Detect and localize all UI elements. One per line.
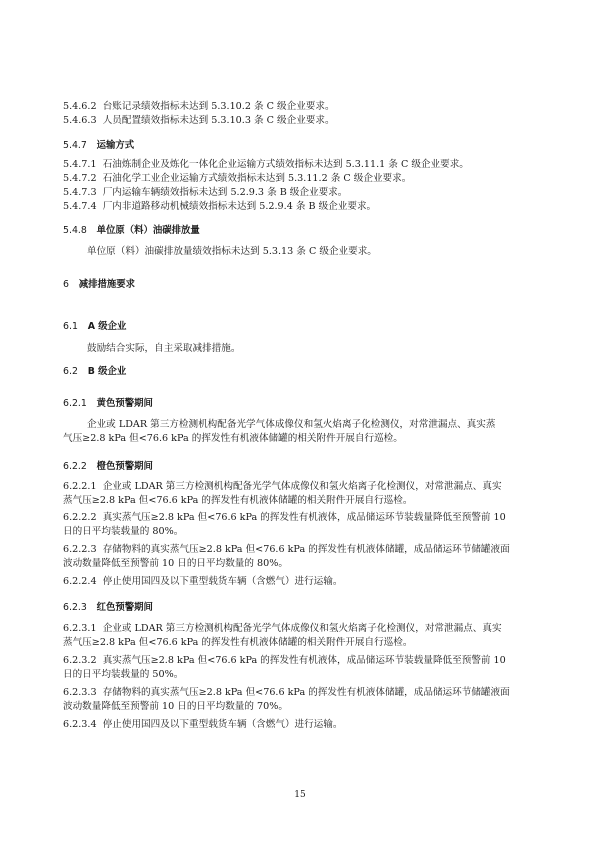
clause-text: 石油化学工业企业运输方式绩效指标未达到 5.3.11.2 条 C 级企业要求。 bbox=[102, 173, 412, 184]
clause-text: 企业或 LDAR 第三方检测机构配备光学气体成像仪和氢火焰离子化检测仪，对常泄漏点、真实 bbox=[102, 623, 502, 634]
clause-5-4-6-2 bbox=[63, 100, 543, 114]
paragraph-line bbox=[87, 418, 567, 432]
heading-number: 6.1 bbox=[63, 321, 78, 332]
clause-number: 5.4.7.2 bbox=[63, 173, 97, 184]
clause-continuation bbox=[63, 700, 543, 714]
heading-5-4-7 bbox=[63, 139, 543, 153]
heading-6-2 bbox=[63, 365, 543, 379]
clause-number: 5.4.7.4 bbox=[63, 201, 97, 212]
clause-number: 6.2.3.2 bbox=[63, 655, 97, 666]
heading-text: 黄色预警期间 bbox=[96, 398, 153, 409]
heading-6-2-2 bbox=[63, 460, 543, 474]
clause-number: 6.2.2.2 bbox=[63, 512, 97, 523]
clause-6-2-2-1 bbox=[63, 480, 543, 494]
clause-6-2-2-3 bbox=[63, 543, 543, 557]
clause-number: 6.2.2.3 bbox=[63, 544, 97, 555]
heading-text: 橙色预警期间 bbox=[96, 461, 153, 472]
clause-text: 石油炼制企业及炼化一体化企业运输方式绩效指标未达到 5.3.11.1 条 C 级企业要求。 bbox=[102, 159, 469, 170]
clause-text: 真实蒸气压≥2.8 kPa 但<76.6 kPa 的挥发性有机液体，成品储运环节装载量降低至预警前 10 bbox=[102, 655, 506, 666]
clause-5-4-6-3 bbox=[63, 114, 543, 128]
clause-text: 存储物料的真实蒸气压≥2.8 kPa 但<76.6 kPa 的挥发性有机液体储罐，成品储运环节储罐液面 bbox=[102, 544, 510, 555]
paragraph-text: 鼓励结合实际，自主采取减排措施。 bbox=[87, 343, 241, 354]
clause-5-4-7-4 bbox=[63, 200, 543, 214]
heading-text: A 级企业 bbox=[87, 321, 127, 332]
clause-text: 波动数量降低至预警前 10 日的日平均数量的 80%。 bbox=[63, 558, 288, 569]
heading-number: 6.2.1 bbox=[63, 398, 87, 409]
heading-text: B 级企业 bbox=[87, 366, 127, 377]
heading-number: 6.2.3 bbox=[63, 602, 87, 613]
clause-6-2-2-4 bbox=[63, 575, 543, 589]
clause-text: 台账记录绩效指标未达到 5.3.10.2 条 C 级企业要求。 bbox=[102, 101, 335, 112]
heading-6-1 bbox=[63, 320, 543, 334]
clause-text: 蒸气压≥2.8 kPa 但<76.6 kPa 的挥发性有机液体储罐的相关附件开展自行巡检。 bbox=[63, 495, 413, 506]
heading-number: 5.4.8 bbox=[63, 225, 87, 236]
clause-number: 6.2.2.1 bbox=[63, 481, 97, 492]
clause-number: 5.4.6.3 bbox=[63, 115, 97, 126]
clause-number: 5.4.7.1 bbox=[63, 159, 97, 170]
clause-number: 5.4.7.3 bbox=[63, 187, 97, 198]
clause-text: 人员配置绩效指标未达到 5.3.10.3 条 C 级企业要求。 bbox=[102, 115, 335, 126]
clause-number: 6.2.3.4 bbox=[63, 719, 97, 730]
clause-continuation bbox=[63, 636, 543, 650]
heading-5-4-8 bbox=[63, 224, 543, 238]
heading-text: 红色预警期间 bbox=[96, 602, 153, 613]
clause-continuation bbox=[63, 557, 543, 571]
heading-text: 减排措施要求 bbox=[78, 279, 136, 290]
clause-text: 停止使用国四及以下重型载货车辆（含燃气）进行运输。 bbox=[102, 576, 343, 587]
paragraph-text: 企业或 LDAR 第三方检测机构配备光学气体成像仪和氢火焰离子化检测仪，对常泄漏点、真实蒸 bbox=[87, 419, 496, 430]
clause-5-4-7-1 bbox=[63, 158, 543, 172]
clause-number: 6.2.3.3 bbox=[63, 687, 97, 698]
clause-number: 6.2.3.1 bbox=[63, 623, 97, 634]
clause-5-4-7-2 bbox=[63, 172, 543, 186]
page-number: 15 bbox=[294, 790, 306, 800]
clause-number: 5.4.6.2 bbox=[63, 101, 97, 112]
heading-number: 6.2.2 bbox=[63, 461, 87, 472]
paragraph bbox=[87, 245, 567, 259]
clause-text: 波动数量降低至预警前 10 日的日平均数量的 70%。 bbox=[63, 701, 288, 712]
clause-continuation bbox=[63, 525, 543, 539]
clause-text: 日的日平均装载量的 80%。 bbox=[63, 526, 184, 537]
paragraph-text: 单位原（料）油碳排放量绩效指标未达到 5.3.13 条 C 级企业要求。 bbox=[87, 246, 377, 257]
clause-5-4-7-3 bbox=[63, 186, 543, 200]
heading-number: 6 bbox=[63, 279, 69, 290]
clause-continuation bbox=[63, 494, 543, 508]
paragraph bbox=[87, 342, 567, 356]
clause-6-2-3-1 bbox=[63, 622, 543, 636]
clause-text: 存储物料的真实蒸气压≥2.8 kPa 但<76.6 kPa 的挥发性有机液体储罐，成品储运环节储罐液面 bbox=[102, 687, 510, 698]
clause-6-2-3-3 bbox=[63, 686, 543, 700]
clause-6-2-3-4 bbox=[63, 718, 543, 732]
paragraph-line bbox=[63, 432, 543, 446]
heading-6-2-1 bbox=[63, 397, 543, 411]
clause-number: 6.2.2.4 bbox=[63, 576, 97, 587]
heading-text: 单位原（料）油碳排放量 bbox=[96, 225, 200, 236]
clause-6-2-3-2 bbox=[63, 654, 543, 668]
clause-text: 日的日平均装载量的 50%。 bbox=[63, 669, 184, 680]
heading-6 bbox=[63, 278, 543, 292]
clause-text: 厂内运输车辆绩效指标未达到 5.2.9.3 条 B 级企业要求。 bbox=[102, 187, 348, 198]
clause-text: 真实蒸气压≥2.8 kPa 但<76.6 kPa 的挥发性有机液体，成品储运环节装载量降低至预警前 10 bbox=[102, 512, 506, 523]
clause-6-2-2-2 bbox=[63, 511, 543, 525]
heading-number: 6.2 bbox=[63, 366, 78, 377]
heading-text: 运输方式 bbox=[96, 140, 135, 151]
clause-text: 蒸气压≥2.8 kPa 但<76.6 kPa 的挥发性有机液体储罐的相关附件开展自行巡检。 bbox=[63, 637, 413, 648]
clause-continuation bbox=[63, 668, 543, 682]
clause-text: 企业或 LDAR 第三方检测机构配备光学气体成像仪和氢火焰离子化检测仪，对常泄漏点、真实 bbox=[102, 481, 502, 492]
heading-number: 5.4.7 bbox=[63, 140, 87, 151]
clause-text: 厂内非道路移动机械绩效指标未达到 5.2.9.4 条 B 级企业要求。 bbox=[102, 201, 377, 212]
clause-text: 停止使用国四及以下重型载货车辆（含燃气）进行运输。 bbox=[102, 719, 343, 730]
paragraph-text: 气压≥2.8 kPa 但<76.6 kPa 的挥发性有机液体储罐的相关附件开展自行巡检。 bbox=[63, 433, 403, 444]
heading-6-2-3 bbox=[63, 601, 543, 615]
